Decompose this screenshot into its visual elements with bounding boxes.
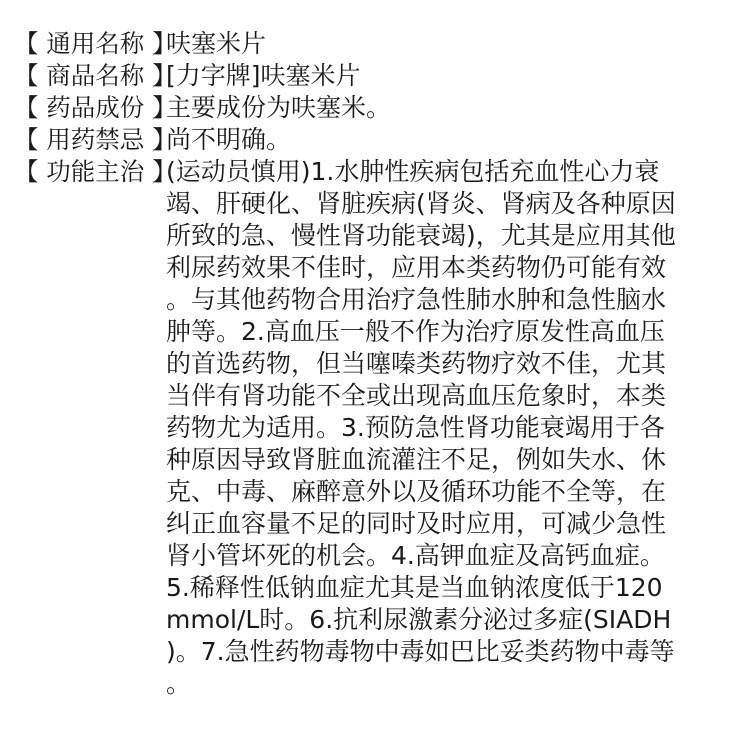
section-value xyxy=(166,156,736,700)
section-value xyxy=(166,124,736,156)
value-line: 种原因导致肾脏血流灌注不足，例如失水、休 xyxy=(166,445,667,474)
value-line: 。与其他药物合用治疗急性肺水肿和急性脑水 xyxy=(166,285,667,314)
value-line: [力字牌]呋塞米片 xyxy=(166,61,361,90)
value-line: 5.稀释性低钠血症尤其是当血钠浓度低于120 xyxy=(166,573,663,602)
value-line: 的首选药物，但当噻嗪类药物疗效不佳，尤其 xyxy=(166,349,667,378)
value-line: mmol/L时。6.抗利尿激素分泌过多症(SIADH xyxy=(166,605,672,634)
section-label: 【 通用名称 】 xyxy=(14,29,177,58)
drug-info-document xyxy=(14,28,744,700)
value-line: 克、中毒、麻醉意外以及循环功能不全等，在 xyxy=(166,477,667,506)
section-label: 【 功能主治 】 xyxy=(14,157,177,186)
value-line: 。 xyxy=(166,669,192,698)
value-line: 肿等。2.高血压一般不作为治疗原发性高血压 xyxy=(166,317,665,346)
section-label: 【 药品成份 】 xyxy=(14,93,177,122)
section-value xyxy=(166,60,736,92)
section-contraindications xyxy=(14,124,744,156)
value-line: 竭、肝硬化、肾脏疾病(肾炎、肾病及各种原因 xyxy=(166,189,676,218)
value-line: )。7.急性药物毒物中毒如巴比妥类药物中毒等 xyxy=(166,637,675,666)
section-label: 【 用药禁忌 】 xyxy=(14,125,177,154)
value-line: 纠正血容量不足的同时及时应用，可减少急性 xyxy=(166,509,667,538)
value-line: 尚不明确。 xyxy=(166,125,292,154)
value-line: 当伴有肾功能不全或出现高血压危象时，本类 xyxy=(166,381,667,410)
section-value xyxy=(166,92,736,124)
section-value xyxy=(166,28,736,60)
section-label: 【 商品名称 】 xyxy=(14,61,177,90)
value-line: (运动员慎用)1.水肿性疾病包括充血性心力衰 xyxy=(166,157,660,186)
section-ingredients xyxy=(14,92,744,124)
value-line: 肾小管坏死的机会。4.高钾血症及高钙血症。 xyxy=(166,541,665,570)
value-line: 所致的急、慢性肾功能衰竭)，尤其是应用其他 xyxy=(166,221,676,250)
section-trade-name xyxy=(14,60,744,92)
section-generic-name xyxy=(14,28,744,60)
value-line: 主要成份为呋塞米。 xyxy=(166,93,392,122)
value-line: 利尿药效果不佳时，应用本类药物仍可能有效 xyxy=(166,253,667,282)
section-indications xyxy=(14,156,744,700)
value-line: 药物尤为适用。3.预防急性肾功能衰竭用于各 xyxy=(166,413,665,442)
value-line: 呋塞米片 xyxy=(166,29,267,58)
